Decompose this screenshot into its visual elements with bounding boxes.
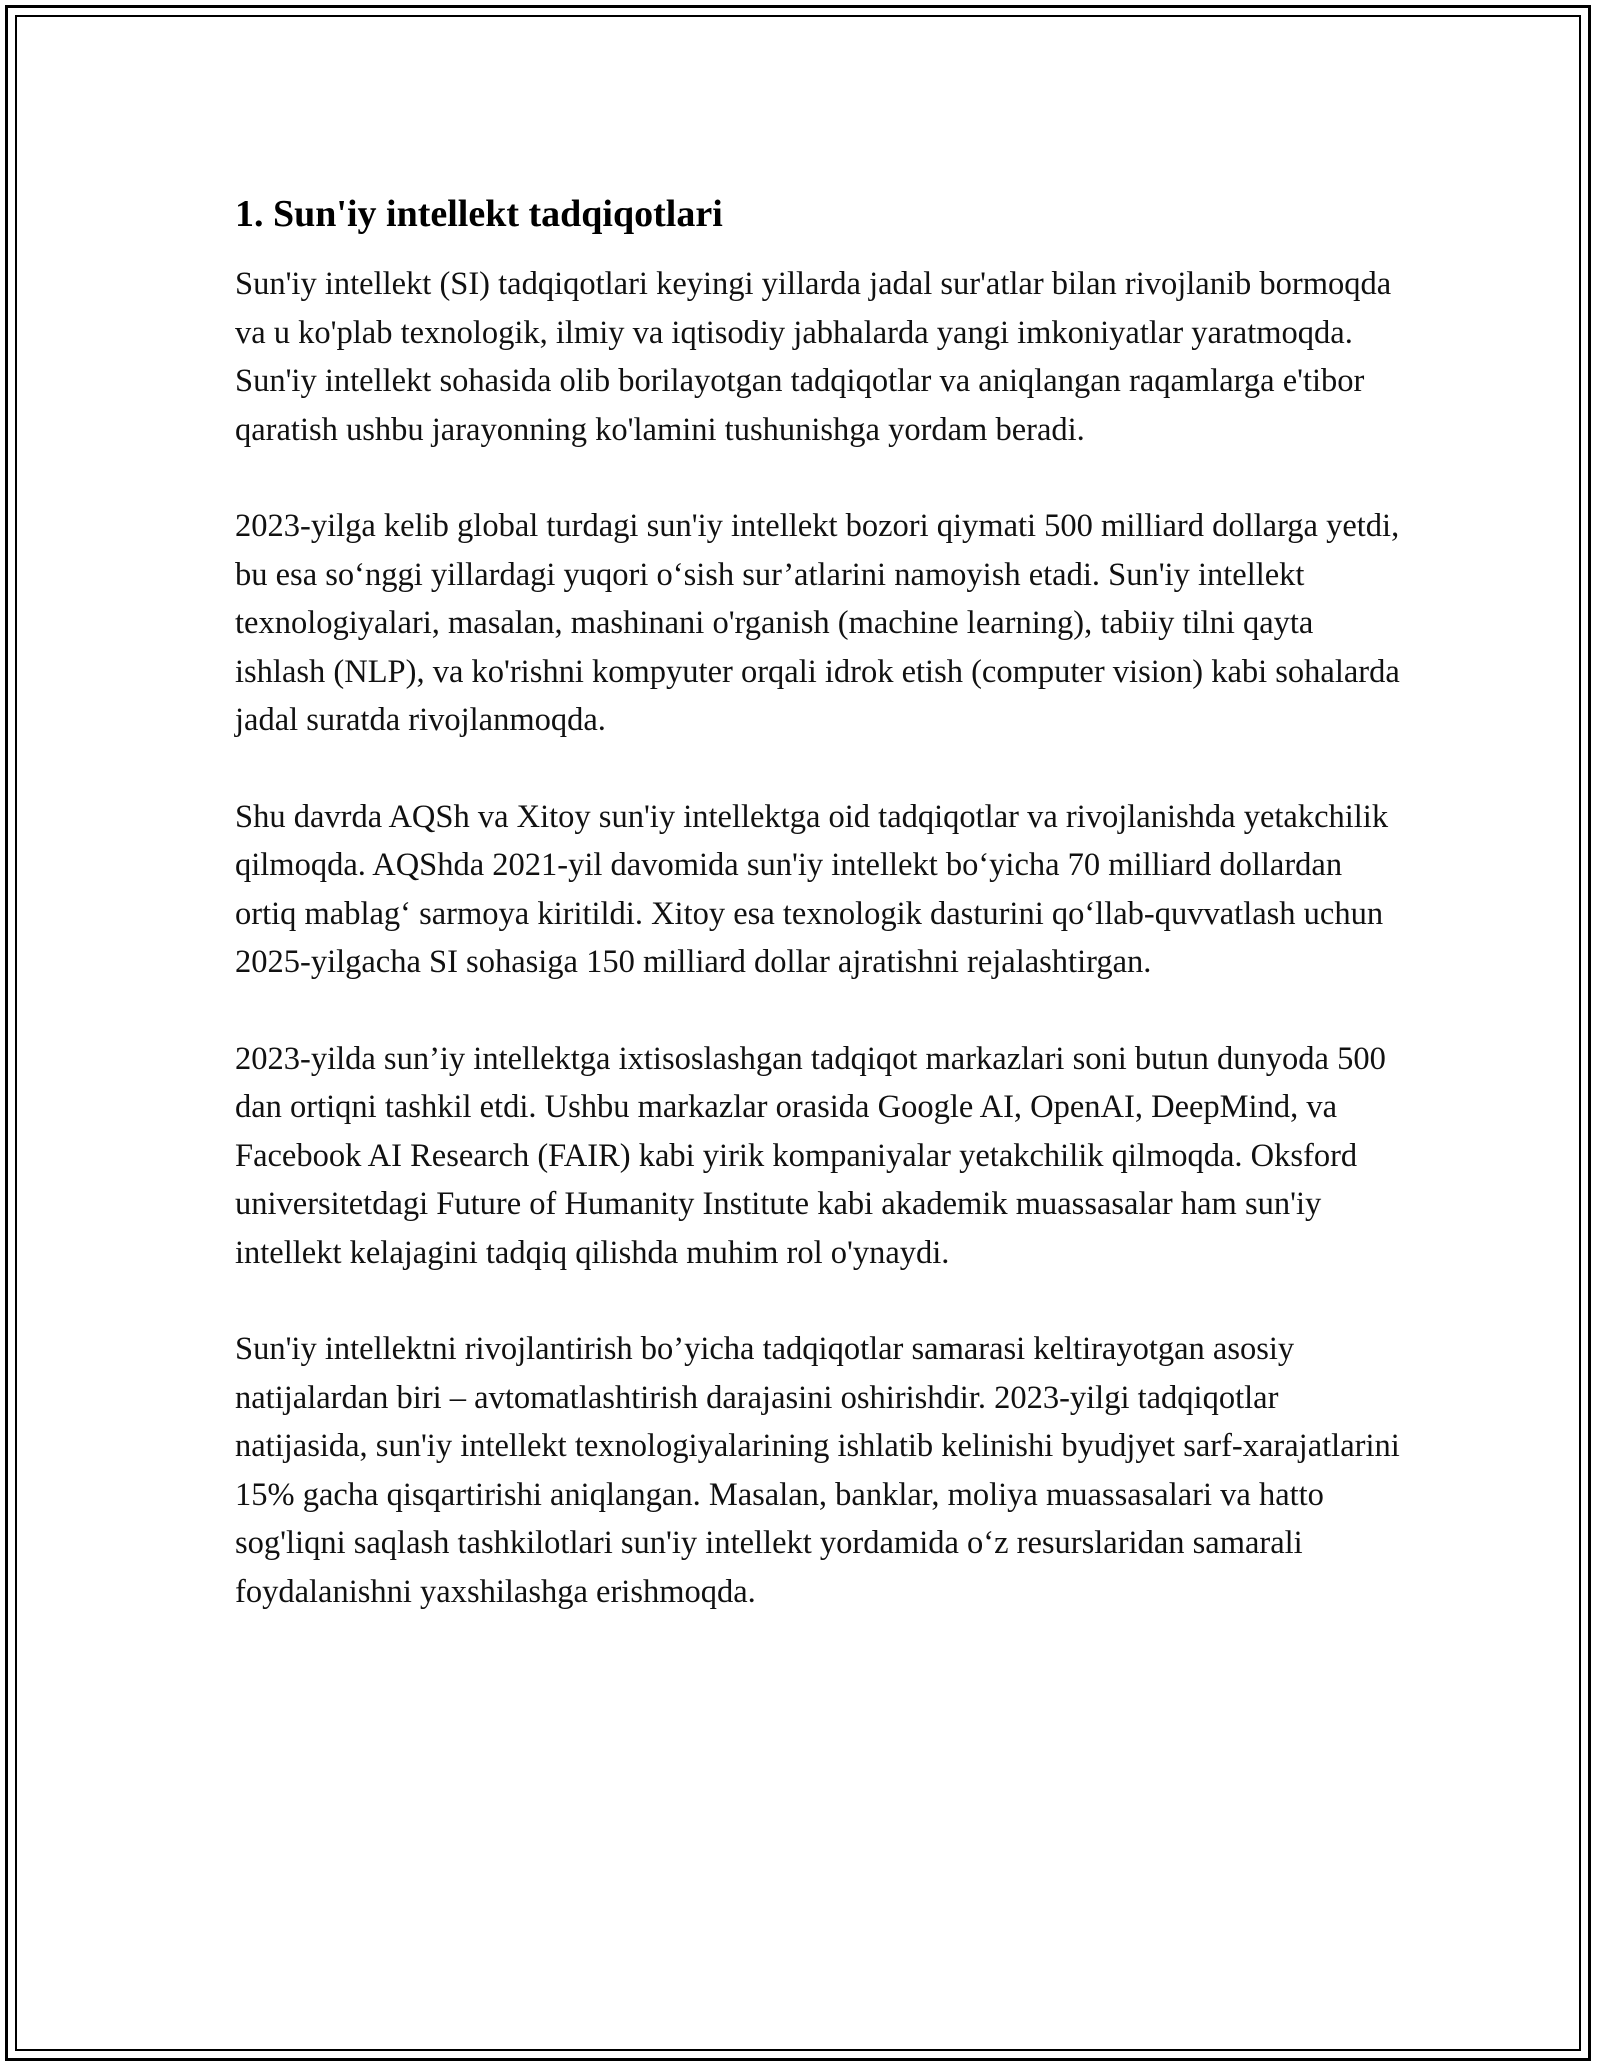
- paragraph-market-value: 2023-yilga kelib global turdagi sun'iy intellekt bozori qiymati 500 milliard dollarga yetdi, bu esa so‘nggi yillardagi yuqori o‘sish sur’atlarini namoyish etadi. Sun'iy intellekt texnologiyalari, masalan, mashinani o'rganish (machine learning), tabiiy tilni qayta ishlash (NLP), va ko'rishni kompyuter orqali idrok etish (computer vision) kabi sohalarda jadal suratda rivojlanmoqda.: [235, 508, 1400, 738]
- document-body: [235, 188, 1400, 1664]
- paragraph-intro: Sun'iy intellekt (SI) tadqiqotlari keyingi yillarda jadal sur'atlar bilan rivojlanib bormoqda va u ko'plab texnologik, ilmiy va iqtisodiy jabhalarda yangi imkoniyatlar yaratmoqda. Sun'iy intellekt sohasida olib borilayotgan tadqiqotlar va aniqlangan raqamlarga e'tibor qaratish ushbu jarayonning ko'lamini tushunishga yordam beradi.: [235, 266, 1392, 448]
- paragraph-research-centers: 2023-yilda sun’iy intellektga ixtisoslashgan tadqiqot markazlari soni butun dunyoda 500 dan ortiqni tashkil etdi. Ushbu markazlar orasida Google AI, OpenAI, DeepMind, va Facebook AI Research (FAIR) kabi yirik kompaniyalar yetakchilik qilmoqda. Oksford universitetdagi Future of Humanity Institute kabi akademik muassasalar ham sun'iy intellekt kelajagini tadqiq qilishda muhim rol o'ynaydi.: [235, 1040, 1386, 1271]
- paragraph-automation: Sun'iy intellektni rivojlantirish bo’yicha tadqiqotlar samarasi keltirayotgan asosiy natijalardan biri – avtomatlashtirish darajasini oshirishdir. 2023-yilgi tadqiqotlar natijasida, sun'iy intellekt texnologiyalarining ishlatib kelinishi byudjyet sarf-xarajatlarini 15% gacha qisqartirishi aniqlangan. Masalan, banklar, moliya muassasalari va hatto sog'liqni saqlash tashkilotlari sun'iy intellekt yordamida o‘z resurslaridan samarali foydalanishni yaxshilashga erishmoqda.: [235, 1331, 1400, 1610]
- paragraph-usa-china: Shu davrda AQSh va Xitoy sun'iy intellektga oid tadqiqotlar va rivojlanishda yetakchilik qilmoqda. AQShda 2021-yil davomida sun'iy intellekt bo‘yicha 70 milliard dollardan ortiq mablag‘ sarmoya kiritildi. Xitoy esa texnologik dasturini qo‘llab-quvvatlash uchun 2025-yilgacha SI sohasiga 150 milliard dollar ajratishni rejalashtirgan.: [235, 798, 1389, 980]
- section-heading: 1. Sun'iy intellekt tadqiqotlari: [235, 193, 723, 235]
